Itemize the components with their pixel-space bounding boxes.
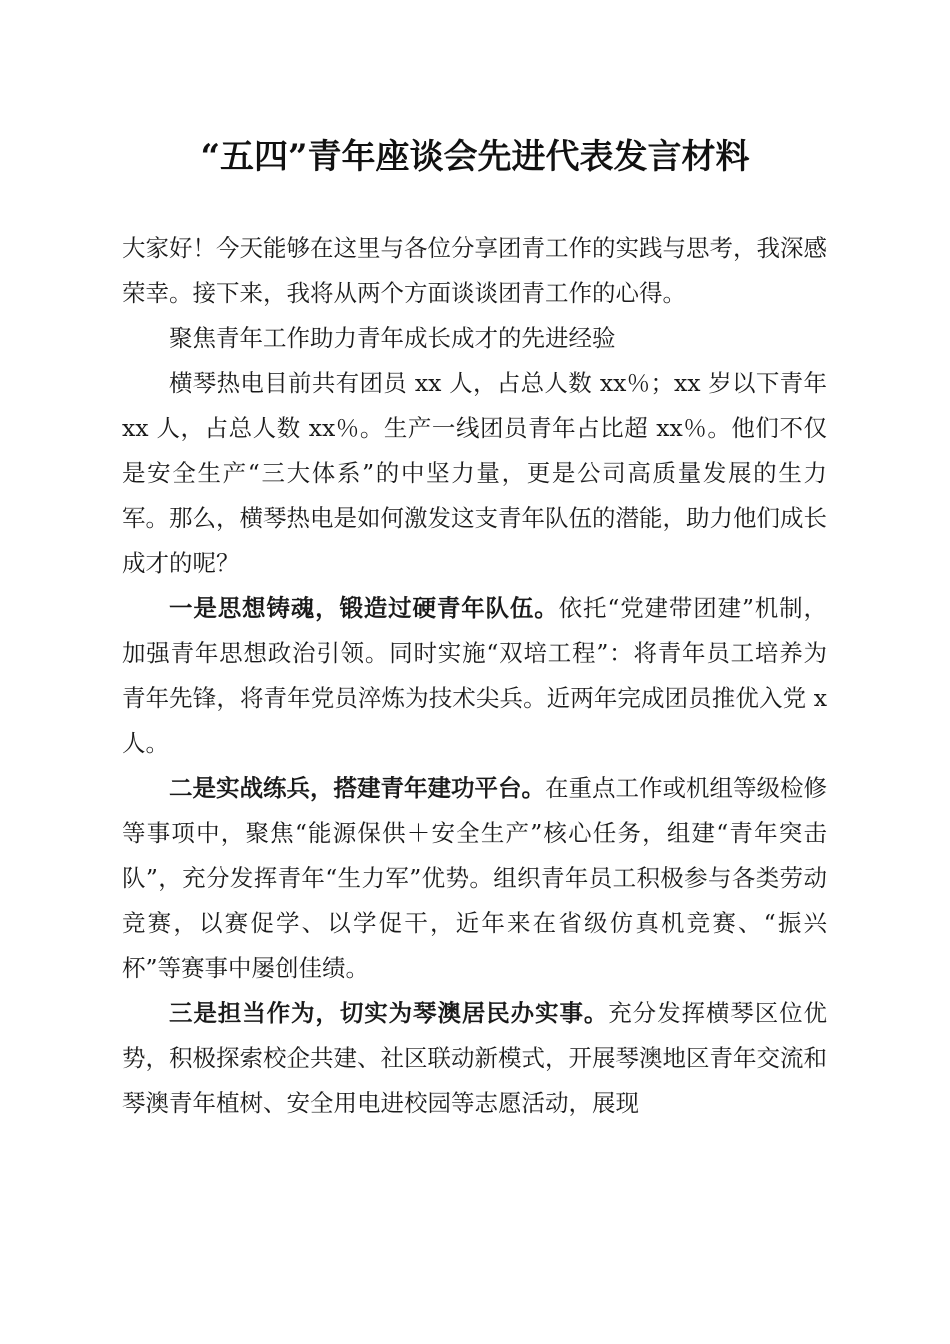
- point-three-lead: 三是担当作为，切实为琴澳居民办实事。: [169, 999, 609, 1027]
- point-one-text: 依托“党建带团建”机制，加强青年思想政治引领。同时实施“双培工程”：将青年员工培养为青年先锋，将青年党员淬炼为技术尖兵。近两年完成团员推优入党 x 人。: [122, 594, 828, 757]
- section-heading: 聚焦青年工作助力青年成长成才的先进经验: [169, 324, 616, 352]
- document-body: [122, 226, 827, 1126]
- paragraph-greeting: 大家好！今天能够在这里与各位分享团青工作的实践与思考，我深感荣幸。接下来，我将从两个方面谈谈团青工作的心得。: [122, 234, 827, 307]
- paragraph-point-one: [122, 586, 827, 766]
- point-two-lead: 二是实战练兵，搭建青年建功平台。: [169, 774, 545, 802]
- document-title: “五四”青年座谈会先进代表发言材料: [200, 137, 750, 177]
- point-two-text: 在重点工作或机组等级检修等事项中，聚焦“能源保供＋安全生产”核心任务，组建“青年突击队”，充分发挥青年“生力军”优势。组织青年员工积极参与各类劳动竞赛，以赛促学、以学促干，近年来在省级仿真机竞赛、“振兴杯”等赛事中屡创佳绩。: [122, 774, 827, 982]
- paragraph-point-two: [122, 766, 827, 991]
- point-three-text: 充分发挥横琴区位优势，积极探索校企共建、社区联动新模式，开展琴澳地区青年交流和琴澳青年植树、安全用电进校园等志愿活动，展现: [122, 999, 828, 1117]
- paragraph-point-three: [122, 991, 827, 1126]
- point-one-lead: 一是思想铸魂，锻造过硬青年队伍。: [169, 594, 559, 622]
- paragraph-statistics: 横琴热电目前共有团员 xx 人，占总人数 xx％；xx 岁以下青年 xx 人，占总人数 xx％。生产一线团员青年占比超 xx％。他们不仅是安全生产“三大体系”的中坚力量，更是公司高质量发展的生力军。那么，横琴热电是如何激发这支青年队伍的潜能，助力他们成长成才的呢？: [122, 369, 827, 577]
